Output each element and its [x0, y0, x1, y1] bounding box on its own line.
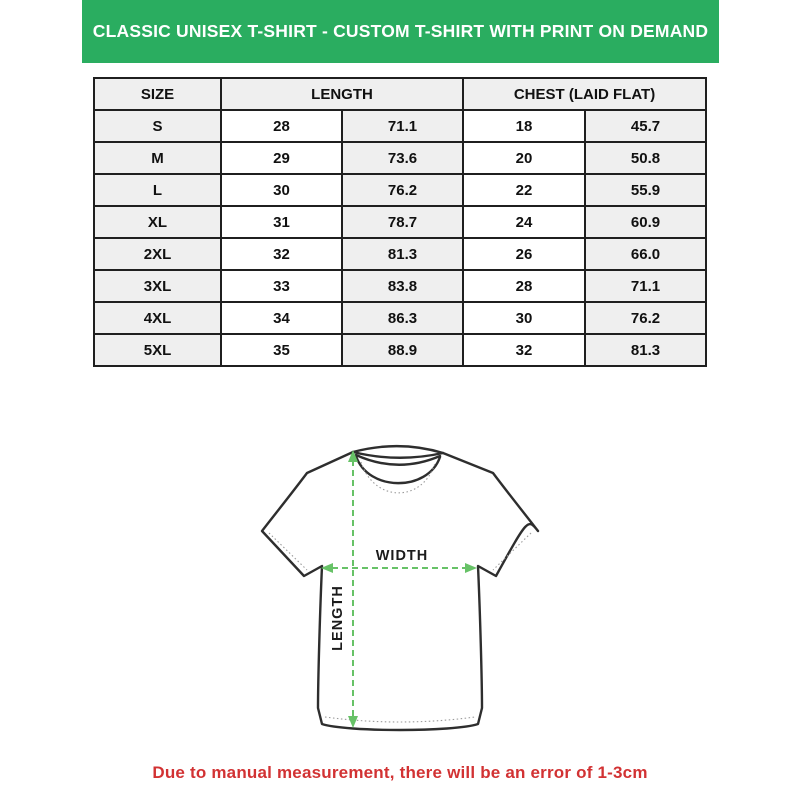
chest-cm-cell: 60.9 [585, 206, 706, 238]
length-in-cell: 29 [221, 142, 342, 174]
chest-cm-cell: 50.8 [585, 142, 706, 174]
measurement-error-note: Due to manual measurement, there will be an error of 1-3cm [152, 763, 648, 782]
chest-in-cell: 26 [463, 238, 585, 270]
length-cm-cell: 86.3 [342, 302, 463, 334]
length-in-cell: 30 [221, 174, 342, 206]
length-in-cell: 28 [221, 110, 342, 142]
length-in-cell: 32 [221, 238, 342, 270]
size-cell: 5XL [94, 334, 221, 366]
chest-in-cell: 22 [463, 174, 585, 206]
width-measure-label: WIDTH [375, 548, 429, 564]
length-cm-cell: 71.1 [342, 110, 463, 142]
chest-in-cell: 20 [463, 142, 585, 174]
length-cm-cell: 83.8 [342, 270, 463, 302]
size-cell: 4XL [94, 302, 221, 334]
size-cell: XL [94, 206, 221, 238]
chest-in-cell: 30 [463, 302, 585, 334]
chest-in-cell: 24 [463, 206, 585, 238]
size-cell: L [94, 174, 221, 206]
chest-cm-cell: 66.0 [585, 238, 706, 270]
chest-cm-cell: 55.9 [585, 174, 706, 206]
chest-in-cell: 28 [463, 270, 585, 302]
size-cell: 3XL [94, 270, 221, 302]
chest-cm-cell: 76.2 [585, 302, 706, 334]
size-cell: M [94, 142, 221, 174]
tshirt-outline [262, 446, 538, 730]
length-cm-cell: 73.6 [342, 142, 463, 174]
chest-cm-cell: 81.3 [585, 334, 706, 366]
length-cm-cell: 76.2 [342, 174, 463, 206]
length-in-cell: 34 [221, 302, 342, 334]
header-chest: CHEST (LAID FLAT) [463, 78, 706, 110]
length-measure-label: LENGTH [330, 585, 346, 651]
length-cm-cell: 88.9 [342, 334, 463, 366]
chest-in-cell: 18 [463, 110, 585, 142]
length-in-cell: 33 [221, 270, 342, 302]
length-cm-cell: 81.3 [342, 238, 463, 270]
chest-cm-cell: 71.1 [585, 270, 706, 302]
header-length: LENGTH [221, 78, 463, 110]
chest-cm-cell: 45.7 [585, 110, 706, 142]
page-title: CLASSIC UNISEX T-SHIRT - CUSTOM T-SHIRT WITH PRINT ON DEMAND [92, 21, 709, 41]
length-in-cell: 31 [221, 206, 342, 238]
chest-in-cell: 32 [463, 334, 585, 366]
length-cm-cell: 78.7 [342, 206, 463, 238]
length-in-cell: 35 [221, 334, 342, 366]
size-cell: S [94, 110, 221, 142]
size-cell: 2XL [94, 238, 221, 270]
header-size: SIZE [94, 78, 221, 110]
